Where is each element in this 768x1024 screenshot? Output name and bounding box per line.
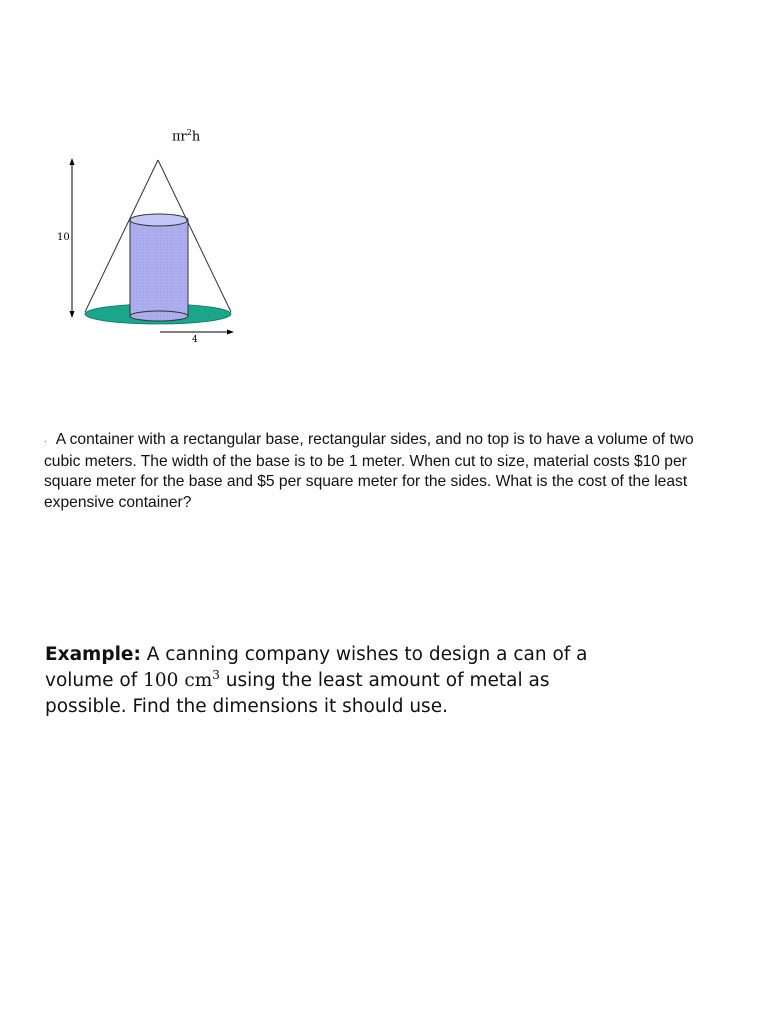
radius-label: 4 <box>192 335 198 345</box>
cylinder-body <box>130 220 188 316</box>
example-text-before: A canning company wishes to design a can of a volume of <box>45 644 588 691</box>
example-text-after: using the least amount of metal as possible. Find the dimensions it should use. <box>45 670 550 717</box>
cone-cylinder-figure <box>40 120 270 360</box>
problem-bullet: . <box>44 433 48 445</box>
example-volume: 100 cm <box>143 670 213 691</box>
cylinder-top <box>130 214 188 226</box>
problem-text: A container with a rectangular base, rectangular sides, and no top is to have a volume of two cubic meters. The width of the base is to be 1 meter. When cut to size, material costs $10 per square meter for the base and $5 per square meter for the sides. What is the cost of the least expensive container? <box>44 431 694 511</box>
canning-example <box>45 642 635 720</box>
example-label: Example: <box>45 644 141 665</box>
cone-cylinder-diagram <box>40 120 270 360</box>
container-problem <box>44 430 720 513</box>
volume-formula: $\pi r^2h$ <box>172 128 201 145</box>
cylinder-bottom <box>130 311 188 321</box>
example-volume-exponent: 3 <box>212 667 220 682</box>
height-label: 10 <box>57 232 70 243</box>
